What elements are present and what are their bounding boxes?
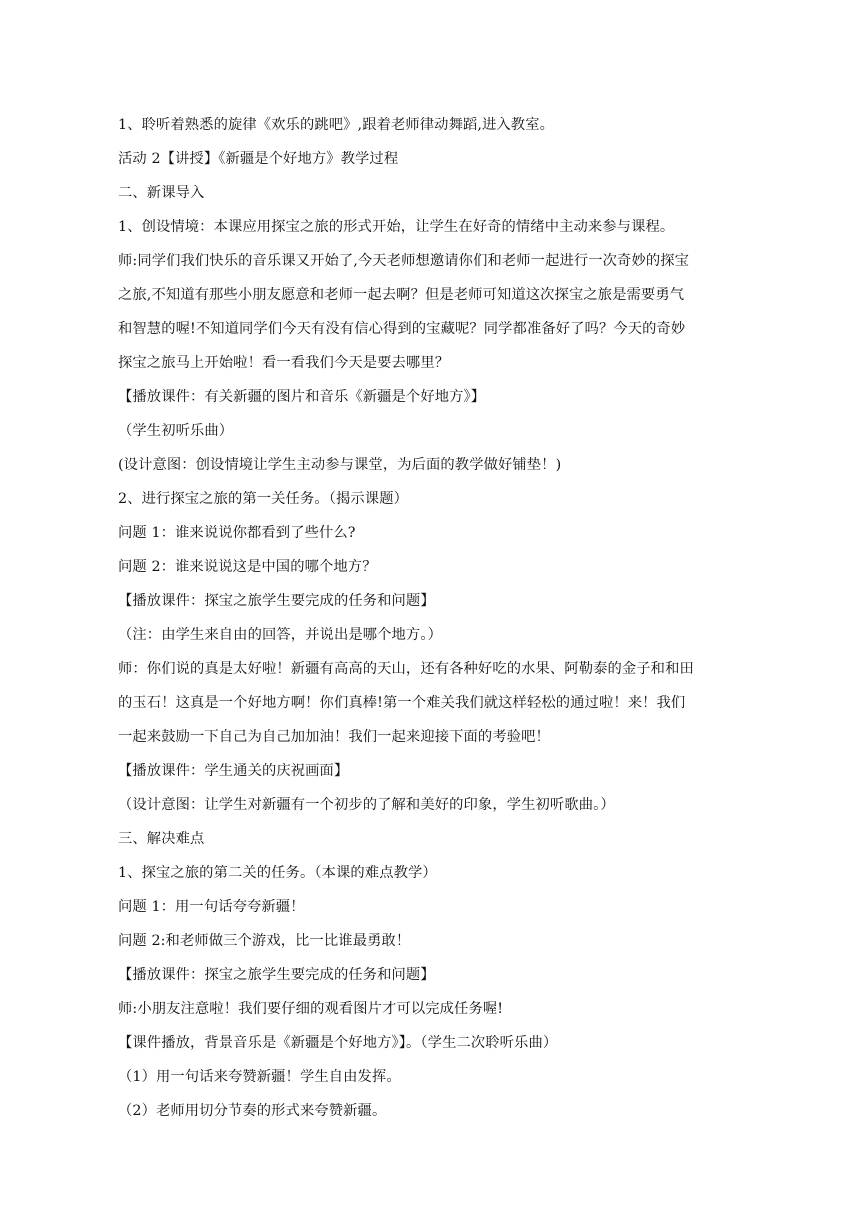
section-heading: 二、新课导入: [118, 185, 205, 201]
text-line: 【播放课件：学生通关的庆祝画面】: [118, 763, 349, 779]
section-heading: 活动 2【讲授】《新疆是个好地方》教学过程: [118, 151, 399, 167]
text-line: 之旅,不知道有那些小朋友愿意和老师一起去啊？但是老师可知道这次探宝之旅是需要勇气: [118, 287, 685, 303]
text-line: 和智慧的喔!不知道同学们今天有没有信心得到的宝藏呢？同学都准备好了吗？今天的奇妙: [118, 321, 686, 337]
text-line: 师：你们说的真是太好啦！新疆有高高的天山，还有各种好吃的水果、阿勒泰的金子和和田: [118, 661, 694, 677]
text-line: （1）用一句话来夸赞新疆！学生自由发挥。: [118, 1069, 401, 1085]
text-line: 【播放课件：探宝之旅学生要完成的任务和问题】: [118, 593, 435, 609]
text-line: （学生初听乐曲）: [118, 423, 234, 439]
text-line: 1、聆听着熟悉的旋律《欢乐的跳吧》,跟着老师律动舞蹈,进入教室。: [118, 117, 554, 133]
section-heading: 三、解决难点: [118, 831, 205, 847]
text-line: 问题 2:和老师做三个游戏，比一比谁最勇敢！: [118, 933, 411, 949]
text-line: 一起来鼓励一下自己为自己加加油！我们一起来迎接下面的考验吧！: [118, 729, 550, 745]
text-line: 2、进行探宝之旅的第一关任务。（揭示课题）: [118, 491, 408, 507]
text-line: （设计意图：让学生对新疆有一个初步的了解和美好的印象，学生初听歌曲。）: [118, 797, 615, 813]
text-line: （2）老师用切分节奏的形式来夸赞新疆。: [118, 1103, 387, 1119]
text-line: （注：由学生来自由的回答，并说出是哪个地方。）: [118, 627, 442, 643]
text-line: 1、创设情境：本课应用探宝之旅的形式开始，让学生在好奇的情绪中主动来参与课程。: [118, 219, 675, 235]
text-line: 师:小朋友注意啦！我们要仔细的观看图片才可以完成任务喔!: [118, 1001, 504, 1017]
text-line: 【播放课件：有关新疆的图片和音乐《新疆是个好地方》】: [118, 389, 486, 405]
text-line: (设计意图：创设情境让学生主动参与课堂，为后面的教学做好铺垫！): [118, 457, 562, 473]
text-line: 【播放课件：探宝之旅学生要完成的任务和问题】: [118, 967, 435, 983]
text-line: 探宝之旅马上开始啦！看一看我们今天是要去哪里？: [118, 355, 450, 371]
text-line: 的玉石！这真是一个好地方啊！你们真棒!第一个难关我们就这样轻松的通过啦！来！我们: [118, 695, 686, 711]
text-line: 问题 2：谁来说说这是中国的哪个地方？: [118, 559, 377, 575]
text-line: 问题 1：谁来说说你都看到了些什么?: [118, 525, 356, 541]
text-line: 【课件播放，背景音乐是《新疆是个好地方》】。（学生二次聆听乐曲）: [118, 1035, 558, 1051]
document-body: [118, 108, 738, 1128]
text-line: 问题 1：用一句话夸夸新疆！: [118, 899, 305, 915]
text-line: 1、探宝之旅的第二关的任务。（本课的难点教学）: [118, 865, 437, 881]
text-line: 师:同学们我们快乐的音乐课又开始了,今天老师想邀请你们和老师一起进行一次奇妙的探宝: [118, 253, 690, 269]
